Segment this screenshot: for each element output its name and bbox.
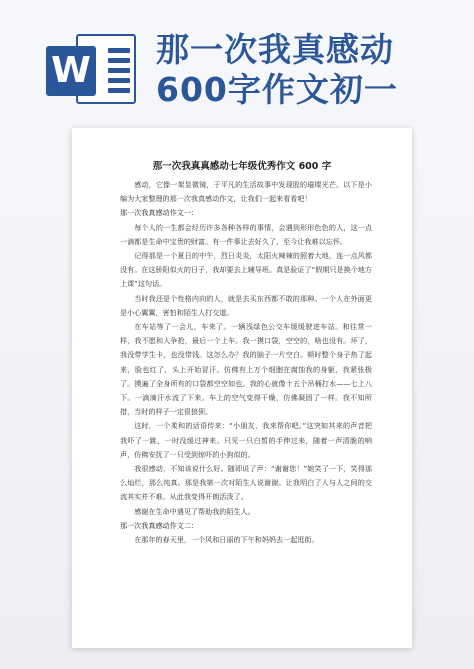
document-heading: 那一次我真真感动七年级优秀作文 600 字 [152, 161, 332, 172]
document-paragraph: 感谢在生命中遇见了帮助我的陌生人。 [134, 506, 255, 516]
section-heading: 那一次我真感动作文二： [120, 520, 199, 530]
word-icon: W [46, 46, 96, 96]
word-logo [46, 28, 138, 110]
document-paragraph: 我很感动，不知该说什么好。随即说了声：“谢谢您！”她笑了一下，笑得那么灿烂，那么纯真。那是我第一次对陌生人说谢谢。让我明白了人与人之间的交流其实并不难。从此我变得开朗活泼了。 [120, 464, 372, 502]
document-body [120, 178, 372, 547]
document-paragraph: 每个人的一生都会经历许多各种各样的事情，会遇到形形色色的人，这一点一滴都是生命中宝贵的财富。有一件事让去好久了，至今让我难以忘怀。 [120, 222, 372, 246]
section-heading: 那一次我真感动作文一： [120, 208, 199, 218]
document-paragraph: 在车站等了一会儿，车来了。一辆浅绿色公交车缓缓驶进车站。和往常一样，我不愿和人争抢，最后一个上车。我一摸口袋，空空的，啥也没有。坏了，我没带学生卡，也没带钱。这怎么办？我的脑子一片空白。顿时整个身子热了起来，脸也红了，头上开始冒汗。仿佛有上万个细胞在腐蚀我的身躯，我紧张极了。摸遍了全身所有的口袋都空空如也。我的心就像十五个吊桶打水——七上八下。一滴滴汗水流了下来。车上的空气变得干燥，仿佛凝固了一样。我不知所措，当时的样子一定很狼狈。 [120, 322, 372, 417]
document-paragraph: 在那年的春天里，一个风和日丽的下午和妈妈去一起逛街。 [134, 535, 319, 545]
document-paragraph: 感动，它像一架显微镜，于平凡的生活故事中发现股的璀璨光芒。以下是小编为大家整理的那一次我真感动作文，让我们一起来看看吧！ [120, 180, 372, 204]
document-paragraph: 记得那是一个夏日的中午，烈日炎炎，太阳火辣辣的照着大地，连一点风都没有。在这骄阳似火的日子，我却要去上辅导班。真是验证了“假期只是换个地方上课”这句话。 [120, 251, 372, 289]
page-title: 那一次我真感动600字作文初一 [156, 30, 398, 109]
document-paragraph: 当时我还是个性格内向的人，就是去买东西都不敢的那种。一个人在外面更是小心翼翼，害怕和陌生人打交道。 [120, 293, 372, 317]
document-paragraph: 这时，一个柔和的话语传来：“小朋友，我来帮你吧。”这突如其来的声音把我吓了一跳，一时没缓过神来。只见一只白皙的手伸过来，随着一声清脆的响声，仿佛安抚了一只受到惊吓的小狗似的。 [120, 421, 372, 459]
document-page [72, 128, 412, 648]
